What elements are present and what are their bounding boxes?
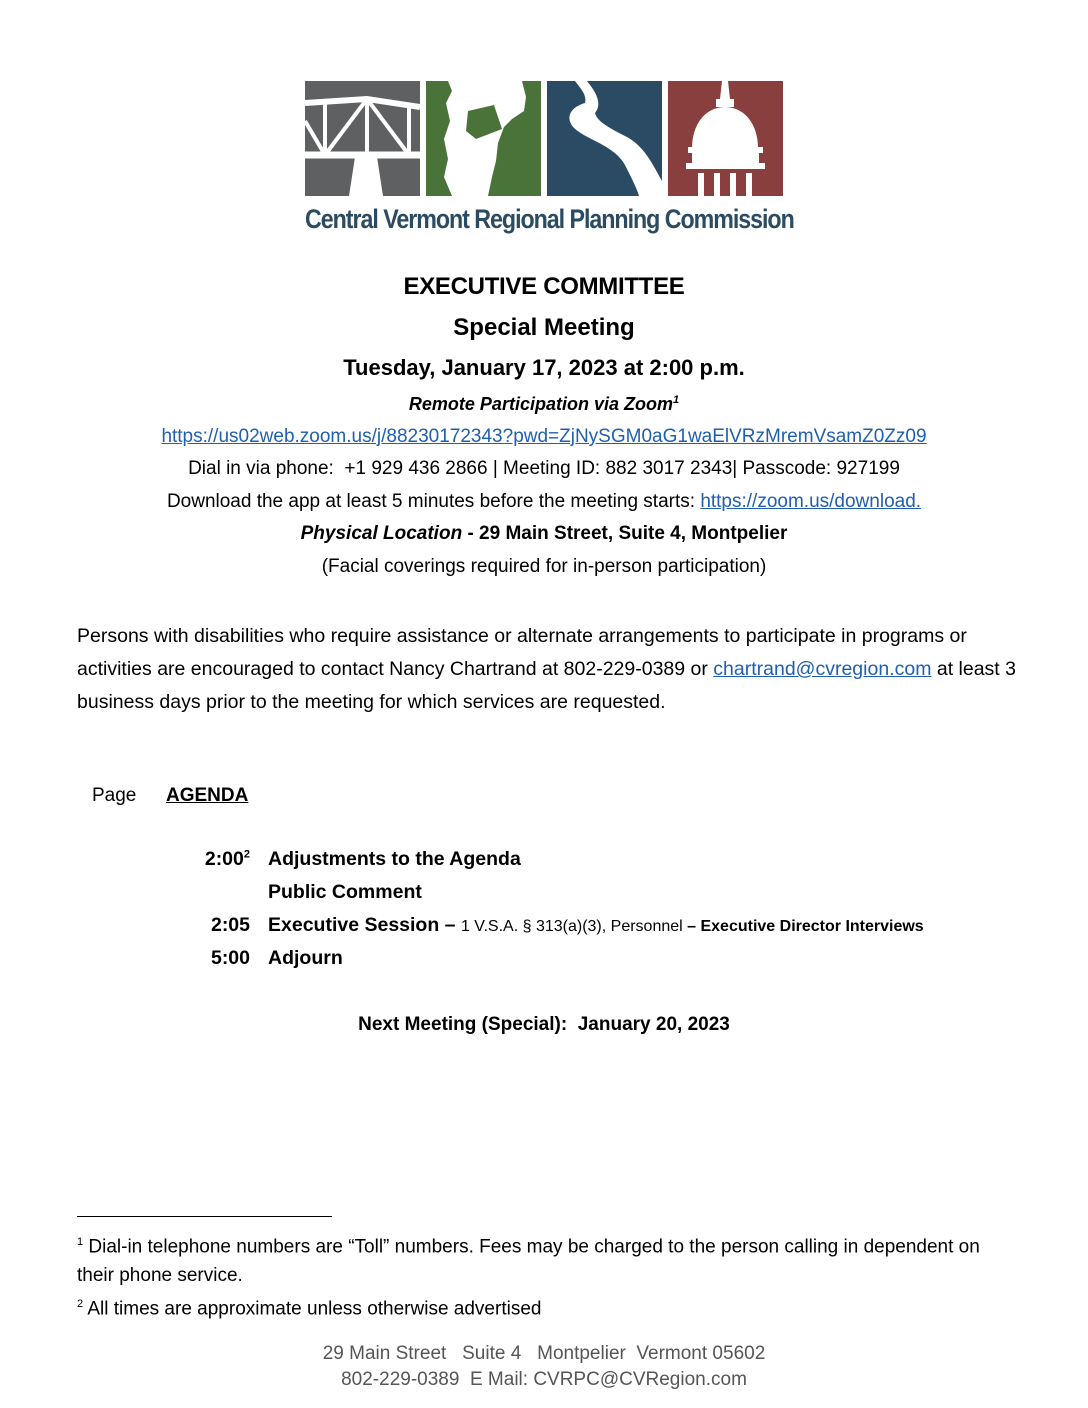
facial-coverings-note: (Facial coverings required for in-person participation) [321, 556, 767, 577]
agenda-title: AGENDA [166, 785, 249, 806]
contact-email-link[interactable]: chartrand@cvregion.com [713, 658, 932, 680]
agenda-item [160, 947, 1040, 980]
footnote-ref-2[interactable]: 2 [243, 848, 250, 861]
footnote [77, 1290, 997, 1323]
footer-address: 29 Main Street Suite 4 Montpelier Vermont 05602 [322, 1343, 766, 1364]
agenda-item-detail: 1 V.S.A. § 313(a)(3), Personnel [460, 918, 688, 935]
agenda-item-content [250, 914, 924, 937]
agenda-item-title: Adjustments to the Agenda [268, 848, 521, 870]
download-line [0, 491, 1088, 513]
agenda-item [160, 914, 1040, 947]
logo-panels [305, 81, 785, 196]
bridge-icon [305, 81, 420, 196]
agenda-time: 5:00 [210, 947, 250, 969]
org-name: Central Vermont Regional Planning Commission [305, 204, 794, 234]
agenda-item-detail-bold: – Executive Director Interviews [687, 918, 924, 935]
physical-location [0, 523, 1088, 545]
accessibility-text-after: at least 3 business days prior to the meeting for which services are requested. [77, 658, 1016, 713]
agenda-time [160, 848, 250, 871]
agenda-item-title: Public Comment [268, 881, 422, 903]
agenda-list [160, 848, 1040, 980]
zoom-link-line [0, 426, 1088, 448]
footnote-number: 1 [77, 1236, 84, 1248]
footnote-number: 2 [77, 1298, 84, 1311]
next-meeting: Next Meeting (Special): January 20, 2023 [358, 1014, 730, 1035]
meeting-datetime: Tuesday, January 17, 2023 at 2:00 p.m. [343, 355, 745, 380]
capitol-dome-icon [668, 81, 783, 196]
cvrpc-logo [305, 81, 794, 235]
footnote-text: All times are approximate unless otherwise advertised [83, 1298, 542, 1320]
dial-in-info: Dial in via phone: +1 929 436 2866 | Meeting ID: 882 3017 2343| Passcode: 927199 [188, 458, 900, 479]
meeting-type: Special Meeting [453, 314, 635, 341]
river-icon [547, 81, 662, 196]
download-text: Download the app at least 5 minutes before the meeting starts: [166, 491, 701, 512]
accessibility-notice [77, 620, 1017, 719]
zoom-meeting-link[interactable]: https://us02web.zoom.us/j/88230172343?pwd=ZjNySGM0aG1waElVRzMremVsamZ0Zz09 [161, 426, 927, 447]
committee-title: EXECUTIVE COMMITTEE [403, 273, 685, 300]
agenda-item [160, 881, 1040, 914]
agenda-time: 2:05 [210, 914, 250, 936]
footnote-text: Dial-in telephone numbers are “Toll” numbers. Fees may be charged to the person calling in dependent on their phone service. [77, 1236, 980, 1287]
location-label: Physical Location [300, 523, 463, 544]
page-column-label: Page [92, 785, 137, 806]
agenda-item-title: Executive Session – [268, 914, 461, 936]
time-value: 2:00 [204, 848, 244, 870]
footnote-divider [77, 1216, 332, 1217]
footnote-ref-1[interactable]: 1 [672, 394, 680, 406]
accessibility-text-before: Persons with disabilities who require assistance or alternate arrangements to participate in programs or activities are encouraged to contact Nancy Chartrand at 802-229-0389 or [77, 625, 967, 680]
agenda-item-title: Adjourn [268, 947, 343, 969]
remote-label: Remote Participation via Zoom [408, 394, 673, 414]
vermont-map-icon [426, 81, 541, 196]
footnotes [77, 1228, 997, 1324]
footnote [77, 1228, 997, 1290]
footer-contact: 802-229-0389 E Mail: CVRPC@CVRegion.com [341, 1369, 747, 1390]
zoom-download-link[interactable]: https://zoom.us/download. [700, 491, 922, 512]
agenda-item [160, 848, 1040, 881]
remote-participation-heading [0, 394, 1088, 415]
location-address: - 29 Main Street, Suite 4, Montpelier [462, 523, 788, 544]
